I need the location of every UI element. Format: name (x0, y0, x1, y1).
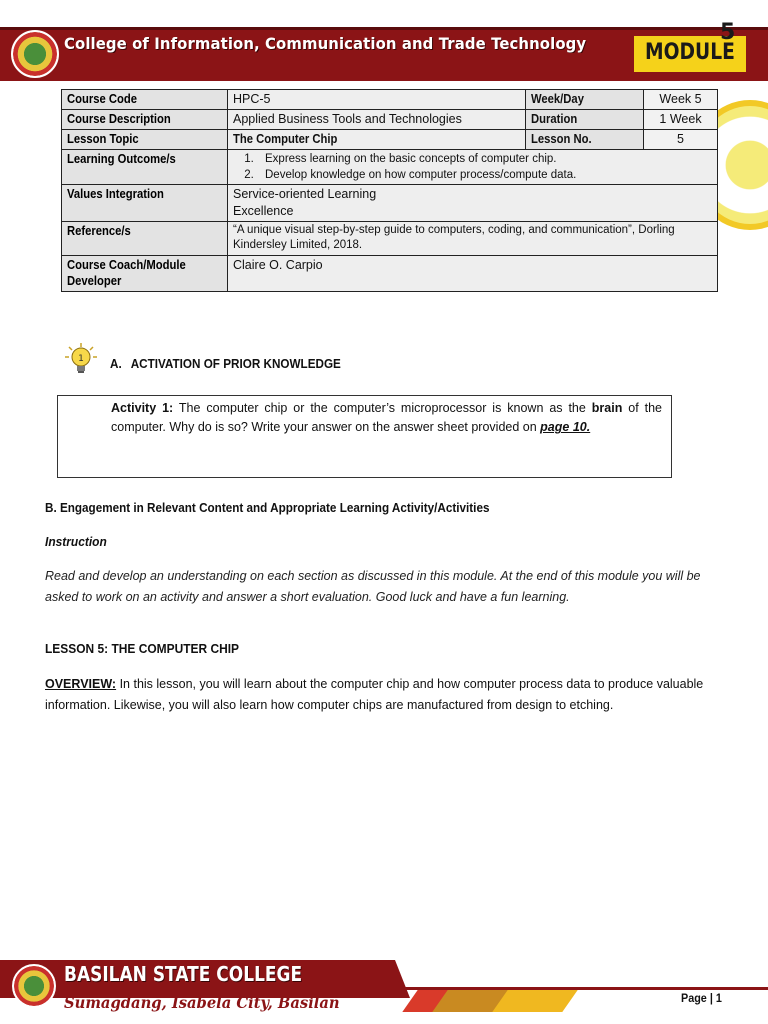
overview-label: OVERVIEW: (45, 677, 117, 691)
footer-stripe (492, 990, 577, 1012)
table-row (62, 149, 718, 184)
footer-logo-icon (12, 964, 56, 1008)
school-tagline: Sumagdang, Isabela City, Basilan (64, 993, 340, 1012)
table-row (62, 255, 718, 292)
course-info-table (61, 89, 718, 292)
list-item: 1. Express learning on the basic concepts of computer chip. (257, 151, 712, 167)
lesson-topic-label: Lesson Topic (67, 131, 139, 146)
week-day-label: Week/Day (531, 92, 584, 106)
duration-value: 1 Week (644, 109, 718, 129)
values-item: Service-oriented Learning (233, 186, 377, 201)
section-a-heading (110, 356, 341, 371)
overview-text: In this lesson, you will learn about the computer chip and how computer process data to produce valuable information. Likewise, you will also learn how computer chips are manufactured from design to etching. (45, 677, 704, 712)
instruction-label: Instruction (45, 534, 107, 549)
references-label: Reference/s (67, 223, 131, 238)
lightbulb-icon (64, 342, 98, 376)
table-row (62, 129, 718, 149)
instruction-text: Read and develop an understanding on each section as discussed in this module. At the end of this module you will be asked to work on an activity and answer a short evaluation. Good luck and have a fun learning. (45, 569, 701, 604)
lesson-no-value: 5 (644, 129, 718, 149)
lesson-no-label: Lesson No. (531, 131, 592, 146)
lesson-title: LESSON 5: THE COMPUTER CHIP (45, 641, 240, 656)
activity-text-part: The computer chip or the computer’s microprocessor is known as the (178, 401, 586, 415)
activity-text-part: of the computer. Why do is so? Write your answer on the answer sheet provided on (111, 401, 662, 435)
header-divider (0, 27, 768, 30)
course-code-label: Course Code (67, 92, 138, 106)
table-row (62, 184, 718, 221)
values-integration-label: Values Integration (67, 186, 164, 201)
section-a-title: ACTIVATION OF PRIOR KNOWLEDGE (130, 356, 341, 371)
svg-text:1: 1 (78, 354, 84, 364)
overview-paragraph (45, 674, 723, 715)
learning-outcomes-list (257, 151, 712, 183)
coach-value: Claire O. Carpio (228, 255, 718, 292)
lesson-topic-value: The Computer Chip (233, 131, 338, 146)
activity-brain: brain (591, 401, 623, 415)
section-b-heading: B. Engagement in Relevant Content and Appropriate Learning Activity/Activities (45, 500, 490, 515)
learning-outcomes-label: Learning Outcome/s (67, 151, 176, 166)
page-number: Page | 1 (681, 991, 722, 1005)
table-row (62, 109, 718, 129)
module-number: 5 (720, 20, 736, 45)
references-value: “A unique visual step-by-step guide to computers, coding, and communication”, Dorling Kindersley Limited, 2018. (228, 221, 718, 255)
table-row (62, 221, 718, 255)
week-day-value: Week 5 (644, 90, 718, 110)
coach-label: Course Coach/Module Developer (67, 257, 186, 289)
activity-text (111, 399, 662, 438)
values-item: Excellence (233, 203, 294, 218)
duration-label: Duration (531, 111, 578, 126)
school-name: BASILAN STATE COLLEGE (64, 962, 303, 986)
course-description-value: Applied Business Tools and Technologies (228, 109, 526, 129)
activity-page-ref: page 10. (540, 420, 591, 435)
section-a-letter: A. (110, 356, 122, 371)
college-logo-icon (11, 30, 59, 78)
list-item: 2. Develop knowledge on how computer process/compute data. (257, 167, 712, 183)
activity-label: Activity 1: (111, 401, 174, 415)
college-name: College of Information, Communication and Trade Technology (64, 34, 587, 53)
course-description-label: Course Description (67, 111, 171, 126)
module-label: MODULE (645, 40, 735, 65)
course-code-value: HPC-5 (228, 90, 526, 110)
table-row (62, 90, 718, 110)
